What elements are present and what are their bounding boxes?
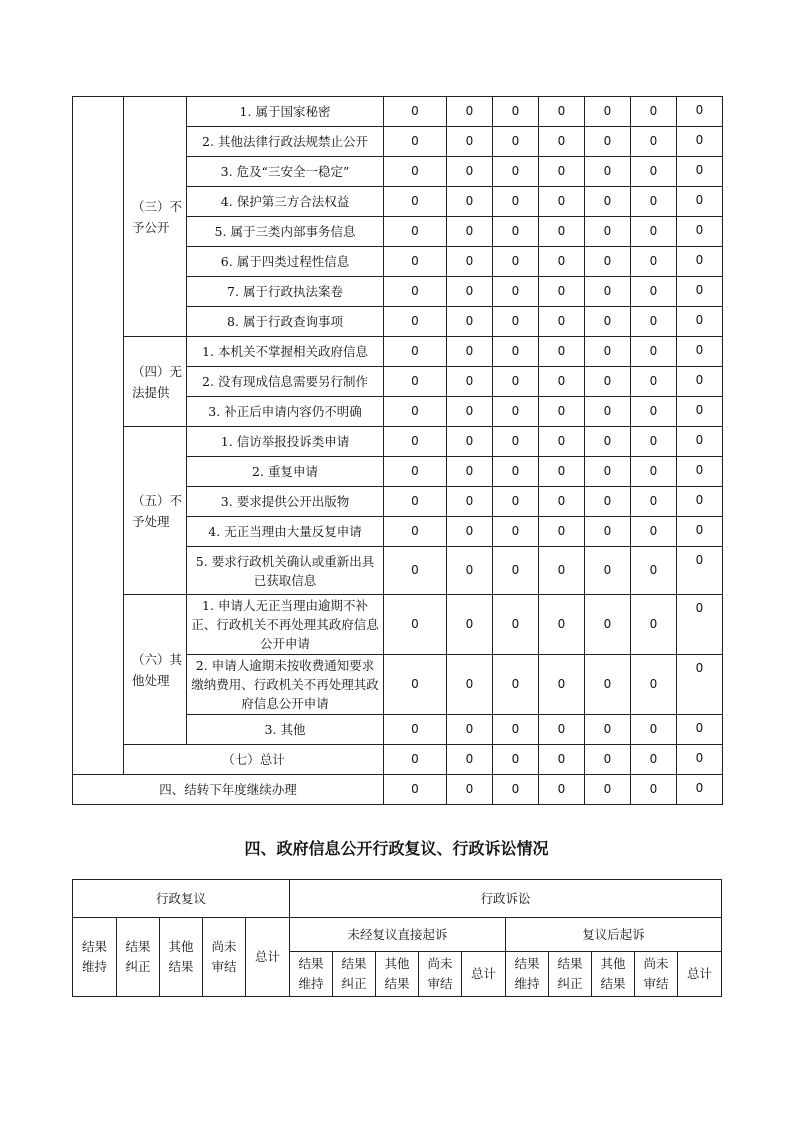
row-label: 1. 申请人无正当理由逾期不补正、行政机关不再处理其政府信息公开申请 [187,595,384,655]
value-cell: 0 [677,427,723,457]
row-label: 3. 要求提供公开出版物 [187,487,384,517]
value-cell: 0 [539,487,585,517]
value-cell: 0 [677,217,723,247]
value-cell: 0 [539,517,585,547]
value-cell: 0 [539,547,585,595]
after-col-header: 总计 [678,952,722,997]
value-cell: 0 [493,277,539,307]
value-cell: 0 [539,655,585,715]
row-label: 3. 其他 [187,715,384,745]
value-cell: 0 [384,247,447,277]
value-cell: 0 [493,547,539,595]
value-cell: 0 [447,157,493,187]
value-cell: 0 [447,247,493,277]
value-cell: 0 [384,775,447,805]
value-cell: 0 [677,97,723,127]
value-cell: 0 [677,775,723,805]
value-cell: 0 [384,715,447,745]
value-cell: 0 [384,157,447,187]
value-cell: 0 [631,487,677,517]
value-cell: 0 [631,157,677,187]
value-cell: 0 [585,217,631,247]
value-cell: 0 [631,595,677,655]
value-cell: 0 [447,337,493,367]
value-cell: 0 [493,655,539,715]
value-cell: 0 [631,427,677,457]
value-cell: 0 [677,367,723,397]
carryover-label: 四、结转下年度继续办理 [73,775,384,805]
group-label: （六）其他处理 [124,595,187,745]
value-cell: 0 [585,775,631,805]
value-cell: 0 [493,187,539,217]
value-cell: 0 [539,217,585,247]
value-cell: 0 [631,745,677,775]
value-cell: 0 [677,517,723,547]
value-cell: 0 [631,247,677,277]
value-cell: 0 [384,187,447,217]
row-label: 5. 属于三类内部事务信息 [187,217,384,247]
value-cell: 0 [384,397,447,427]
row-label: 6. 属于四类过程性信息 [187,247,384,277]
direct-col-header: 其他结果 [376,952,419,997]
value-cell: 0 [447,655,493,715]
review-header: 行政复议 [73,880,290,918]
value-cell: 0 [677,487,723,517]
value-cell: 0 [585,127,631,157]
value-cell: 0 [631,127,677,157]
value-cell: 0 [677,655,723,715]
review-col-header: 总计 [246,918,290,997]
value-cell: 0 [677,187,723,217]
value-cell: 0 [539,775,585,805]
value-cell: 0 [677,127,723,157]
row-label: 7. 属于行政执法案卷 [187,277,384,307]
table-row [73,427,723,457]
value-cell: 0 [539,367,585,397]
value-cell: 0 [447,127,493,157]
value-cell: 0 [384,307,447,337]
value-cell: 0 [384,337,447,367]
after-col-header: 其他结果 [592,952,635,997]
value-cell: 0 [384,487,447,517]
value-cell: 0 [493,457,539,487]
value-cell: 0 [631,307,677,337]
value-cell: 0 [585,595,631,655]
value-cell: 0 [631,655,677,715]
value-cell: 0 [585,745,631,775]
value-cell: 0 [631,97,677,127]
value-cell: 0 [677,307,723,337]
value-cell: 0 [585,397,631,427]
review-col-header: 结果纠正 [117,918,160,997]
value-cell: 0 [631,217,677,247]
value-cell: 0 [493,517,539,547]
value-cell: 0 [447,187,493,217]
value-cell: 0 [677,277,723,307]
review-col-header: 结果维持 [73,918,117,997]
value-cell: 0 [631,547,677,595]
value-cell: 0 [447,745,493,775]
value-cell: 0 [631,775,677,805]
after-col-header: 结果维持 [506,952,549,997]
table-row [73,595,723,655]
value-cell: 0 [631,187,677,217]
direct-col-header: 尚未审结 [419,952,462,997]
total-row [73,745,723,775]
value-cell: 0 [447,547,493,595]
value-cell: 0 [539,397,585,427]
row-label: 1. 本机关不掌握相关政府信息 [187,337,384,367]
after-review-header: 复议后起诉 [506,918,722,952]
value-cell: 0 [677,745,723,775]
value-cell: 0 [384,595,447,655]
value-cell: 0 [447,775,493,805]
value-cell: 0 [384,745,447,775]
value-cell: 0 [585,97,631,127]
value-cell: 0 [677,397,723,427]
value-cell: 0 [539,187,585,217]
value-cell: 0 [677,247,723,277]
value-cell: 0 [631,397,677,427]
group-label: （五）不予处理 [124,427,187,595]
value-cell: 0 [493,715,539,745]
value-cell: 0 [539,157,585,187]
value-cell: 0 [585,187,631,217]
value-cell: 0 [493,157,539,187]
value-cell: 0 [447,517,493,547]
value-cell: 0 [677,715,723,745]
value-cell: 0 [447,715,493,745]
category-cell [73,97,124,775]
section-title: 四、政府信息公开行政复议、行政诉讼情况 [244,839,549,858]
value-cell: 0 [384,127,447,157]
value-cell: 0 [493,127,539,157]
value-cell: 0 [493,487,539,517]
total-label: （七）总计 [124,745,384,775]
row-label: 8. 属于行政查询事项 [187,307,384,337]
value-cell: 0 [677,595,723,655]
carryover-row [73,775,723,805]
value-cell: 0 [631,337,677,367]
value-cell: 0 [493,367,539,397]
value-cell: 0 [631,277,677,307]
value-cell: 0 [384,217,447,247]
value-cell: 0 [493,247,539,277]
value-cell: 0 [447,97,493,127]
value-cell: 0 [447,277,493,307]
value-cell: 0 [539,337,585,367]
row-label: 2. 其他法律行政法规禁止公开 [187,127,384,157]
table-row [73,97,723,127]
value-cell: 0 [447,595,493,655]
value-cell: 0 [539,277,585,307]
row-label: 1. 信访举报投诉类申请 [187,427,384,457]
outcome-table [72,96,723,805]
value-cell: 0 [493,337,539,367]
table-row [73,337,723,367]
value-cell: 0 [585,487,631,517]
row-label: 4. 保护第三方合法权益 [187,187,384,217]
value-cell: 0 [539,127,585,157]
value-cell: 0 [631,715,677,745]
value-cell: 0 [585,517,631,547]
row-label: 4. 无正当理由大量反复申请 [187,517,384,547]
value-cell: 0 [539,247,585,277]
value-cell: 0 [447,457,493,487]
value-cell: 0 [677,337,723,367]
value-cell: 0 [631,517,677,547]
value-cell: 0 [631,457,677,487]
value-cell: 0 [447,397,493,427]
value-cell: 0 [493,307,539,337]
value-cell: 0 [493,745,539,775]
value-cell: 0 [447,217,493,247]
direct-header: 未经复议直接起诉 [290,918,506,952]
value-cell: 0 [493,97,539,127]
review-litigation-table [72,879,722,997]
after-col-header: 结果纠正 [549,952,592,997]
value-cell: 0 [493,595,539,655]
direct-col-header: 总计 [462,952,506,997]
value-cell: 0 [677,547,723,595]
after-col-header: 尚未审结 [635,952,678,997]
value-cell: 0 [585,157,631,187]
value-cell: 0 [585,367,631,397]
direct-col-header: 结果维持 [290,952,333,997]
value-cell: 0 [493,427,539,457]
row-label: 3. 危及“三安全一稳定” [187,157,384,187]
review-col-header: 其他结果 [160,918,203,997]
value-cell: 0 [384,367,447,397]
group-label: （三）不予公开 [124,97,187,337]
value-cell: 0 [585,277,631,307]
value-cell: 0 [585,655,631,715]
row-label: 3. 补正后申请内容仍不明确 [187,397,384,427]
value-cell: 0 [539,745,585,775]
value-cell: 0 [447,307,493,337]
row-label: 2. 申请人逾期未按收费通知要求缴纳费用、行政机关不再处理其政府信息公开申请 [187,655,384,715]
value-cell: 0 [384,457,447,487]
value-cell: 0 [585,307,631,337]
value-cell: 0 [447,487,493,517]
value-cell: 0 [585,427,631,457]
row-label: 5. 要求行政机关确认或重新出具已获取信息 [187,547,384,595]
review-col-header: 尚未审结 [203,918,246,997]
litigation-header: 行政诉讼 [290,880,722,918]
value-cell: 0 [585,247,631,277]
value-cell: 0 [539,715,585,745]
value-cell: 0 [384,97,447,127]
value-cell: 0 [677,457,723,487]
value-cell: 0 [539,457,585,487]
value-cell: 0 [631,367,677,397]
value-cell: 0 [447,367,493,397]
row-label: 1. 属于国家秘密 [187,97,384,127]
value-cell: 0 [384,547,447,595]
direct-col-header: 结果纠正 [333,952,376,997]
value-cell: 0 [539,307,585,337]
row-label: 2. 重复申请 [187,457,384,487]
value-cell: 0 [585,715,631,745]
group-label: （四）无法提供 [124,337,187,427]
value-cell: 0 [539,595,585,655]
value-cell: 0 [493,217,539,247]
value-cell: 0 [585,457,631,487]
value-cell: 0 [585,337,631,367]
value-cell: 0 [447,427,493,457]
value-cell: 0 [384,517,447,547]
value-cell: 0 [539,97,585,127]
value-cell: 0 [384,427,447,457]
value-cell: 0 [539,427,585,457]
value-cell: 0 [493,775,539,805]
value-cell: 0 [384,655,447,715]
value-cell: 0 [493,397,539,427]
value-cell: 0 [585,547,631,595]
row-label: 2. 没有现成信息需要另行制作 [187,367,384,397]
value-cell: 0 [677,157,723,187]
value-cell: 0 [384,277,447,307]
